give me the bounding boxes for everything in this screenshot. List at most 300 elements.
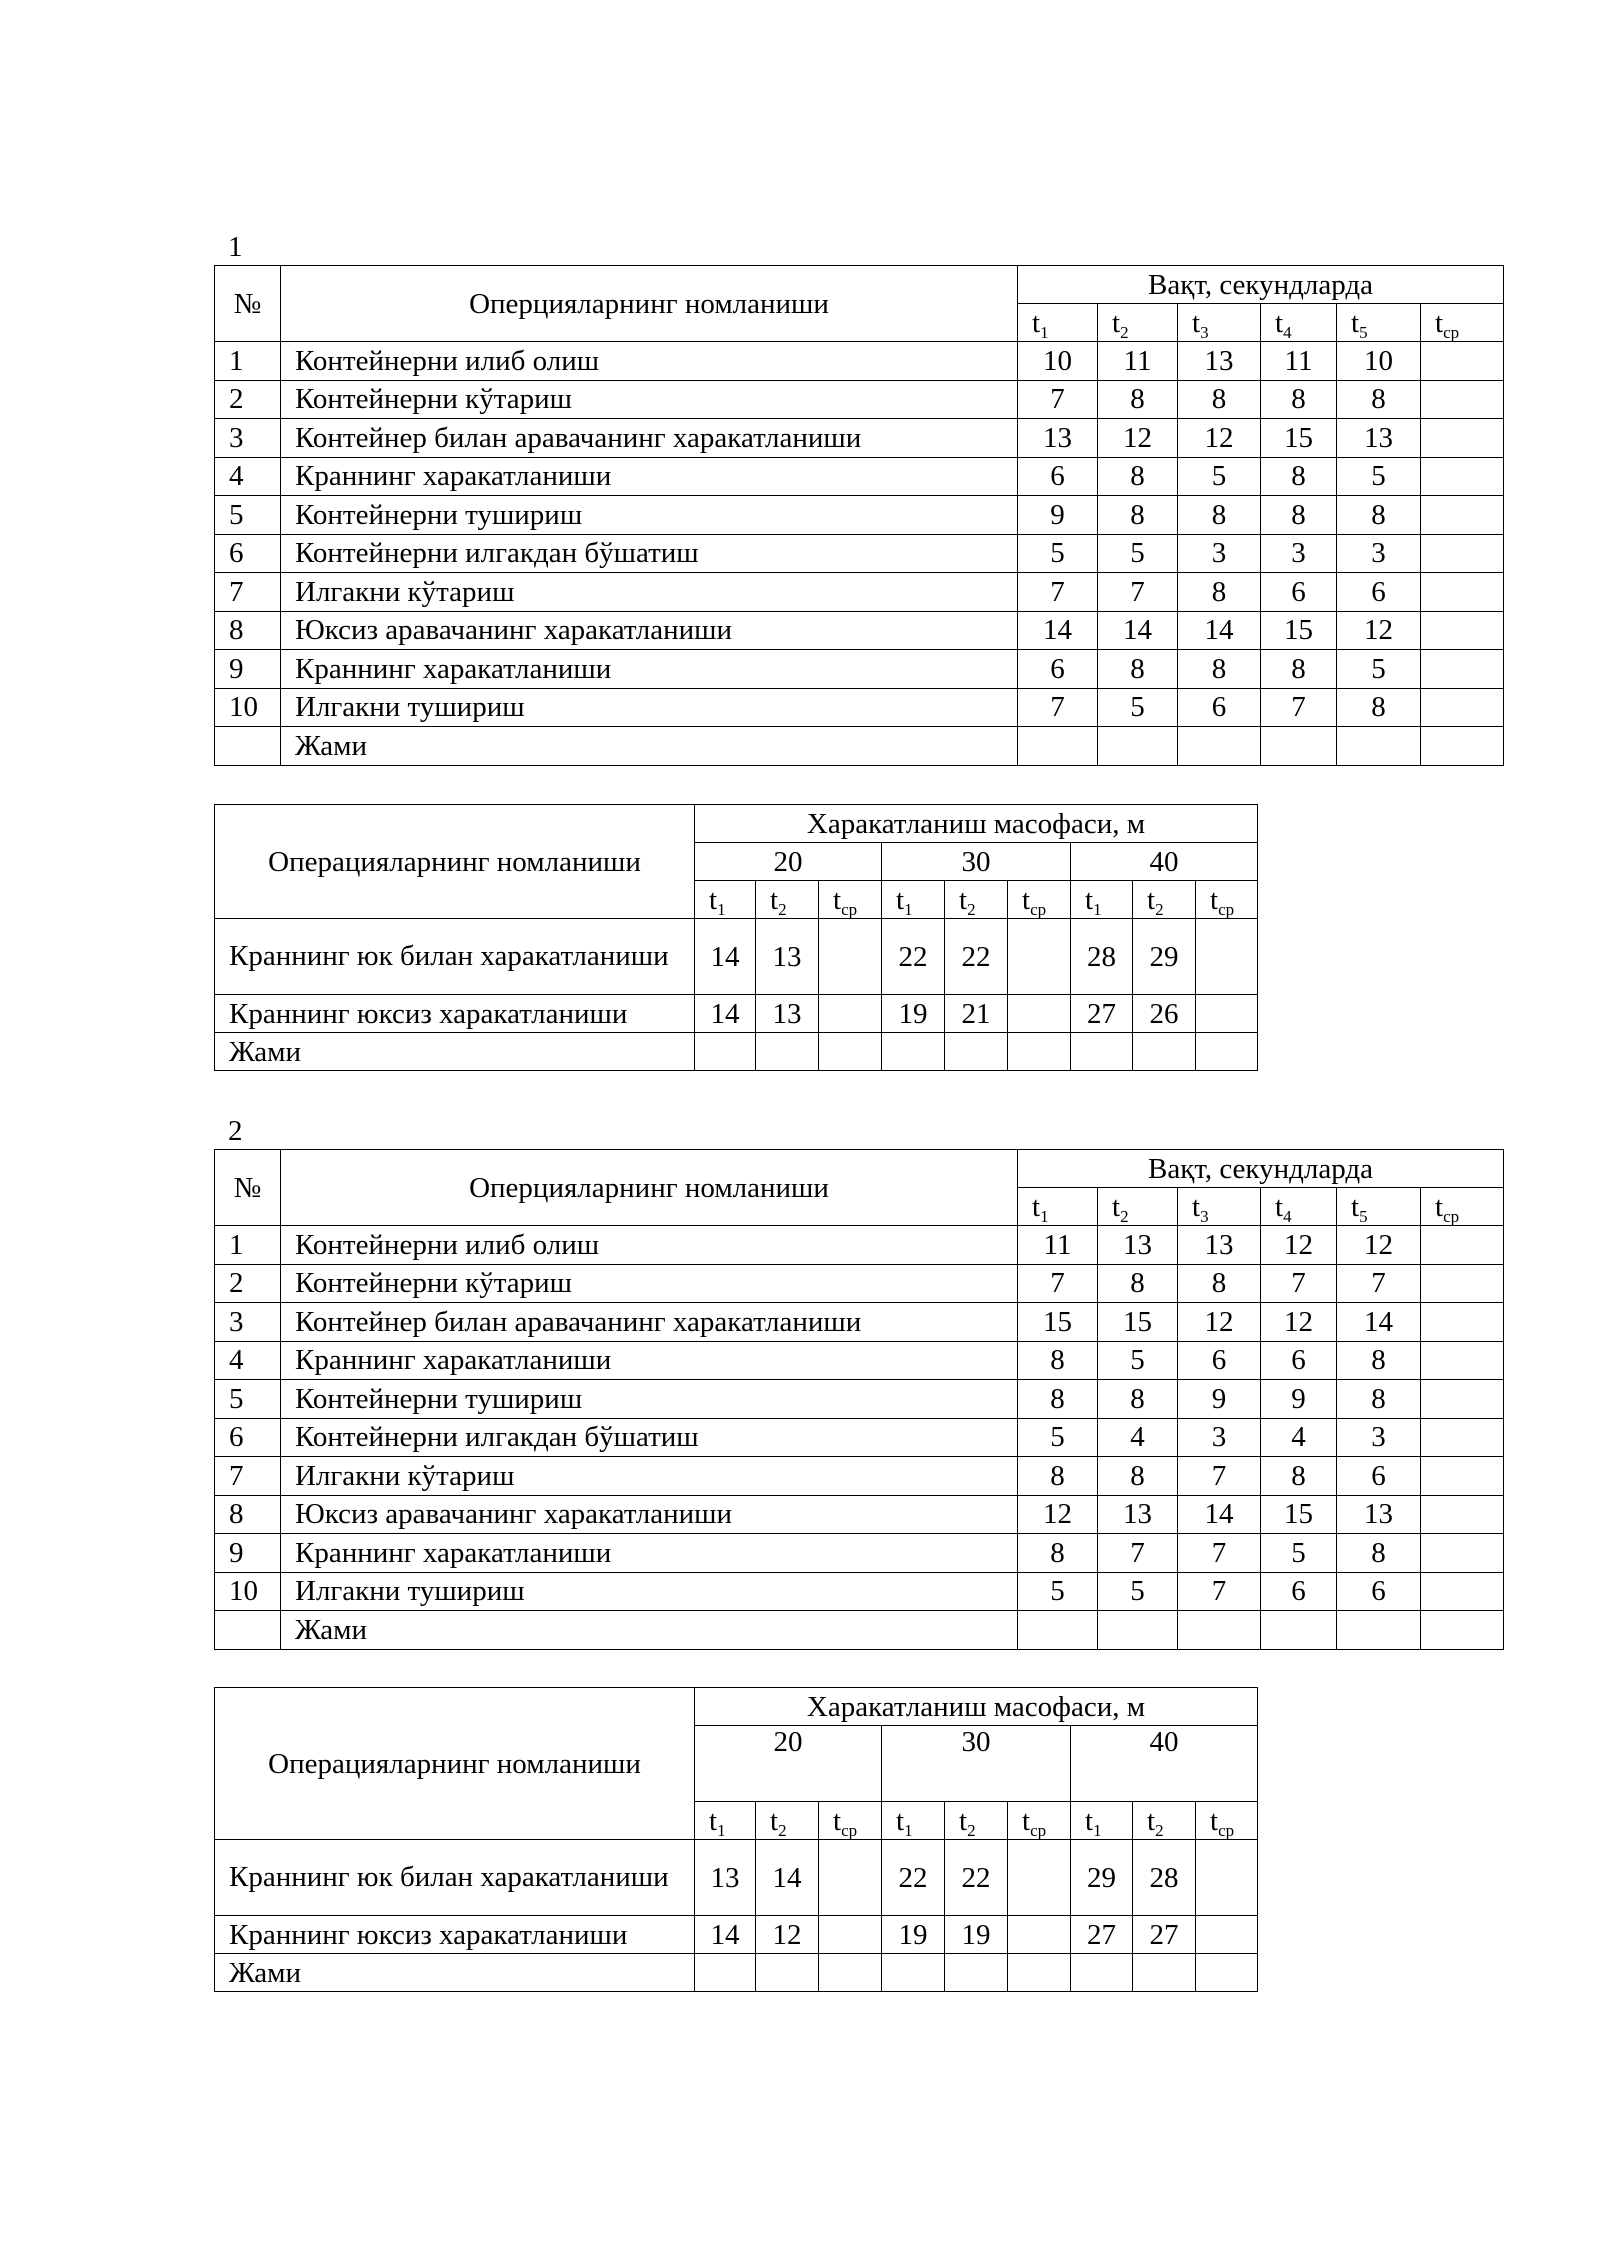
cell-t5: 3 bbox=[1337, 1418, 1421, 1457]
col-header-operation-name: Операцияларнинг номланиши bbox=[215, 805, 695, 919]
cell-value: 21 bbox=[945, 995, 1008, 1033]
col-header-operation-name: Операцияларнинг номланиши bbox=[215, 1688, 695, 1840]
cell-empty bbox=[215, 1611, 281, 1650]
cell-empty bbox=[756, 1033, 819, 1071]
cell-empty bbox=[1261, 1611, 1337, 1650]
cell-t4: 4 bbox=[1261, 1418, 1337, 1457]
col-header-t1: $t_1$ bbox=[882, 1802, 945, 1840]
cell-value: 14 bbox=[695, 1916, 756, 1954]
cell-tcp bbox=[1421, 1495, 1504, 1534]
cell-t3: 13 bbox=[1178, 342, 1261, 381]
table-row bbox=[215, 1495, 1504, 1534]
cell-t1: 8 bbox=[1018, 1534, 1098, 1573]
cell-value: 28 bbox=[1133, 1840, 1196, 1916]
cell-t1: 8 bbox=[1018, 1457, 1098, 1496]
table-row bbox=[215, 1303, 1504, 1342]
cell-tcp bbox=[1421, 419, 1504, 458]
cell-value: 22 bbox=[882, 919, 945, 995]
cell-t1: 6 bbox=[1018, 457, 1098, 496]
cell-value: 27 bbox=[1071, 1916, 1133, 1954]
cell-empty bbox=[1337, 1611, 1421, 1650]
row-operation-name: Контейнер билан аравачанинг харакатланиши bbox=[281, 1303, 1018, 1342]
cell-value: 27 bbox=[1071, 995, 1133, 1033]
cell-value bbox=[1008, 995, 1071, 1033]
cell-t5: 6 bbox=[1337, 1457, 1421, 1496]
row-operation-name: Контейнерни илгакдан бўшатиш bbox=[281, 1418, 1018, 1457]
cell-tcp bbox=[1421, 573, 1504, 612]
cell-t4: 15 bbox=[1261, 419, 1337, 458]
cell-value: 26 bbox=[1133, 995, 1196, 1033]
table-row bbox=[215, 919, 1258, 995]
cell-t2: 8 bbox=[1098, 1380, 1178, 1419]
cell-t2: 8 bbox=[1098, 1457, 1178, 1496]
row-operation-name: Илгакни кўтариш bbox=[281, 1457, 1018, 1496]
cell-empty bbox=[1071, 1033, 1133, 1071]
cell-empty bbox=[1098, 1611, 1178, 1650]
row-no: 5 bbox=[215, 496, 281, 535]
cell-t1: 8 bbox=[1018, 1380, 1098, 1419]
row-no: 3 bbox=[215, 1303, 281, 1342]
operations-time-table bbox=[214, 265, 1504, 766]
table-row bbox=[215, 688, 1504, 727]
cell-empty bbox=[1098, 727, 1178, 766]
cell-t1: 7 bbox=[1018, 573, 1098, 612]
table-row bbox=[215, 342, 1504, 381]
cell-value: 19 bbox=[882, 1916, 945, 1954]
cell-t2: 14 bbox=[1098, 611, 1178, 650]
row-no: 10 bbox=[215, 1572, 281, 1611]
cell-t3: 14 bbox=[1178, 611, 1261, 650]
cell-t2: 5 bbox=[1098, 1341, 1178, 1380]
cell-t3: 12 bbox=[1178, 1303, 1261, 1342]
row-no: 2 bbox=[215, 380, 281, 419]
cell-value bbox=[819, 995, 882, 1033]
row-no: 2 bbox=[215, 1264, 281, 1303]
col-header-time: Вақт, секундларда bbox=[1018, 1150, 1504, 1188]
col-header-t2: $t_2$ bbox=[1133, 881, 1196, 919]
row-no: 9 bbox=[215, 1534, 281, 1573]
col-header-t1: $t_1$ bbox=[1071, 881, 1133, 919]
cell-tcp bbox=[1421, 1341, 1504, 1380]
cell-value: 22 bbox=[945, 1840, 1008, 1916]
cell-t4: 9 bbox=[1261, 1380, 1337, 1419]
cell-t2: 8 bbox=[1098, 1264, 1178, 1303]
cell-t2: 5 bbox=[1098, 688, 1178, 727]
col-header-t1: $t_1$ bbox=[1071, 1802, 1133, 1840]
col-header-distance: Харакатланиш масофаси, м bbox=[695, 805, 1258, 843]
cell-t5: 8 bbox=[1337, 688, 1421, 727]
row-no: 5 bbox=[215, 1380, 281, 1419]
col-header-distance-20: 20 bbox=[695, 843, 882, 881]
col-header-t2: $t_2$ bbox=[945, 1802, 1008, 1840]
cell-value bbox=[1008, 919, 1071, 995]
cell-t4: 12 bbox=[1261, 1226, 1337, 1265]
cell-value bbox=[819, 919, 882, 995]
cell-tcp bbox=[1421, 1534, 1504, 1573]
cell-tcp bbox=[1421, 1457, 1504, 1496]
col-header-t3: $t_3$ bbox=[1178, 1188, 1261, 1226]
col-header-tcp: $t_{ср}$ bbox=[1421, 1188, 1504, 1226]
cell-tcp bbox=[1421, 1264, 1504, 1303]
cell-value: 13 bbox=[756, 995, 819, 1033]
col-header-t2: $t_2$ bbox=[945, 881, 1008, 919]
operations-time-table bbox=[214, 1149, 1504, 1650]
cell-t1: 15 bbox=[1018, 1303, 1098, 1342]
cell-tcp bbox=[1421, 1380, 1504, 1419]
total-row bbox=[215, 1611, 1504, 1650]
col-header-t1: $t_1$ bbox=[882, 881, 945, 919]
row-no: 7 bbox=[215, 573, 281, 612]
col-header-tcp: $t_{ср}$ bbox=[1421, 304, 1504, 342]
cell-value: 19 bbox=[945, 1916, 1008, 1954]
col-header-t5: $t_5$ bbox=[1337, 1188, 1421, 1226]
row-operation-name: Юксиз аравачанинг харакатланиши bbox=[281, 611, 1018, 650]
total-label: Жами bbox=[281, 727, 1018, 766]
cell-t2: 5 bbox=[1098, 1572, 1178, 1611]
cell-empty bbox=[1008, 1954, 1071, 1992]
col-header-no: № bbox=[215, 266, 281, 342]
col-header-no: № bbox=[215, 1150, 281, 1226]
table-row bbox=[215, 457, 1504, 496]
row-operation-name: Краннинг харакатланиши bbox=[281, 457, 1018, 496]
cell-t1: 6 bbox=[1018, 650, 1098, 689]
col-header-tcp: $t_{ср}$ bbox=[1196, 1802, 1258, 1840]
cell-empty bbox=[1178, 727, 1261, 766]
total-row bbox=[215, 727, 1504, 766]
cell-t5: 14 bbox=[1337, 1303, 1421, 1342]
col-header-t1: $t_1$ bbox=[695, 881, 756, 919]
cell-value: 13 bbox=[695, 1840, 756, 1916]
table-row bbox=[215, 380, 1504, 419]
cell-empty bbox=[695, 1033, 756, 1071]
cell-t3: 8 bbox=[1178, 650, 1261, 689]
table-row bbox=[215, 534, 1504, 573]
total-label: Жами bbox=[281, 1611, 1018, 1650]
cell-t1: 10 bbox=[1018, 342, 1098, 381]
cell-empty bbox=[1261, 727, 1337, 766]
col-header-operation-name: Оперцияларнинг номланиши bbox=[281, 1150, 1018, 1226]
cell-tcp bbox=[1421, 1303, 1504, 1342]
col-header-time: Вақт, секундларда bbox=[1018, 266, 1504, 304]
table-row bbox=[215, 1916, 1258, 1954]
cell-value: 29 bbox=[1133, 919, 1196, 995]
cell-t1: 5 bbox=[1018, 1572, 1098, 1611]
cell-empty bbox=[882, 1033, 945, 1071]
row-no: 10 bbox=[215, 688, 281, 727]
cell-t2: 4 bbox=[1098, 1418, 1178, 1457]
col-header-distance-40: 40 bbox=[1071, 1726, 1258, 1802]
cell-value bbox=[1008, 1840, 1071, 1916]
cell-value: 19 bbox=[882, 995, 945, 1033]
row-operation-name: Контейнерни кўтариш bbox=[281, 1264, 1018, 1303]
cell-empty bbox=[1421, 1611, 1504, 1650]
col-header-tcp: $t_{ср}$ bbox=[1008, 881, 1071, 919]
cell-t1: 13 bbox=[1018, 419, 1098, 458]
section-number: 2 bbox=[228, 1115, 243, 1147]
cell-value bbox=[1008, 1916, 1071, 1954]
cell-empty bbox=[945, 1033, 1008, 1071]
cell-t4: 8 bbox=[1261, 457, 1337, 496]
cell-t2: 11 bbox=[1098, 342, 1178, 381]
cell-value: 29 bbox=[1071, 1840, 1133, 1916]
cell-t2: 8 bbox=[1098, 457, 1178, 496]
cell-value bbox=[1196, 1840, 1258, 1916]
cell-empty bbox=[1071, 1954, 1133, 1992]
row-no: 4 bbox=[215, 1341, 281, 1380]
table-row bbox=[215, 1264, 1504, 1303]
col-header-t5: $t_5$ bbox=[1337, 304, 1421, 342]
cell-t2: 15 bbox=[1098, 1303, 1178, 1342]
cell-t3: 5 bbox=[1178, 457, 1261, 496]
row-no: 6 bbox=[215, 1418, 281, 1457]
col-header-distance: Харакатланиш масофаси, м bbox=[695, 1688, 1258, 1726]
cell-tcp bbox=[1421, 342, 1504, 381]
cell-empty bbox=[1337, 727, 1421, 766]
col-header-t2: $t_2$ bbox=[1098, 304, 1178, 342]
cell-t5: 8 bbox=[1337, 496, 1421, 535]
cell-empty bbox=[215, 727, 281, 766]
row-operation-name: Контейнерни тушириш bbox=[281, 496, 1018, 535]
row-operation-name: Илгакни тушириш bbox=[281, 1572, 1018, 1611]
cell-t4: 8 bbox=[1261, 1457, 1337, 1496]
cell-empty bbox=[1018, 1611, 1098, 1650]
col-header-distance-30: 30 bbox=[882, 1726, 1071, 1802]
cell-t4: 7 bbox=[1261, 1264, 1337, 1303]
col-header-distance-40: 40 bbox=[1071, 843, 1258, 881]
cell-t4: 6 bbox=[1261, 573, 1337, 612]
cell-empty bbox=[1008, 1033, 1071, 1071]
cell-t4: 5 bbox=[1261, 1534, 1337, 1573]
cell-tcp bbox=[1421, 457, 1504, 496]
col-header-tcp: $t_{ср}$ bbox=[1196, 881, 1258, 919]
cell-tcp bbox=[1421, 496, 1504, 535]
cell-empty bbox=[695, 1954, 756, 1992]
distance-time-table bbox=[214, 804, 1258, 1071]
cell-tcp bbox=[1421, 534, 1504, 573]
row-no: 3 bbox=[215, 419, 281, 458]
cell-t3: 8 bbox=[1178, 380, 1261, 419]
cell-t5: 13 bbox=[1337, 419, 1421, 458]
row-no: 1 bbox=[215, 342, 281, 381]
cell-value bbox=[819, 1840, 882, 1916]
row-no: 6 bbox=[215, 534, 281, 573]
row-operation-name: Илгакни тушириш bbox=[281, 688, 1018, 727]
row-no: 7 bbox=[215, 1457, 281, 1496]
cell-t5: 8 bbox=[1337, 1380, 1421, 1419]
total-label: Жами bbox=[215, 1954, 695, 1992]
cell-t4: 8 bbox=[1261, 650, 1337, 689]
col-header-t2: $t_2$ bbox=[1133, 1802, 1196, 1840]
cell-t2: 8 bbox=[1098, 380, 1178, 419]
col-header-tcp: $t_{ср}$ bbox=[819, 881, 882, 919]
cell-empty bbox=[882, 1954, 945, 1992]
col-header-t4: $t_4$ bbox=[1261, 304, 1337, 342]
cell-tcp bbox=[1421, 1226, 1504, 1265]
table-row bbox=[215, 611, 1504, 650]
table-row bbox=[215, 1457, 1504, 1496]
col-header-tcp: $t_{ср}$ bbox=[1008, 1802, 1071, 1840]
row-operation-name: Контейнерни илгакдан бўшатиш bbox=[281, 534, 1018, 573]
cell-t5: 6 bbox=[1337, 573, 1421, 612]
total-label: Жами bbox=[215, 1033, 695, 1071]
cell-empty bbox=[819, 1954, 882, 1992]
col-header-t3: $t_3$ bbox=[1178, 304, 1261, 342]
col-header-operation-name: Оперцияларнинг номланиши bbox=[281, 266, 1018, 342]
cell-t5: 7 bbox=[1337, 1264, 1421, 1303]
cell-t3: 13 bbox=[1178, 1226, 1261, 1265]
table-row bbox=[215, 1534, 1504, 1573]
row-operation-name: Краннинг юк билан харакатланиши bbox=[215, 919, 695, 995]
cell-t3: 7 bbox=[1178, 1457, 1261, 1496]
table-row bbox=[215, 650, 1504, 689]
cell-t3: 8 bbox=[1178, 1264, 1261, 1303]
cell-t5: 5 bbox=[1337, 457, 1421, 496]
cell-t4: 11 bbox=[1261, 342, 1337, 381]
cell-value: 14 bbox=[695, 919, 756, 995]
table-row bbox=[215, 573, 1504, 612]
cell-t1: 7 bbox=[1018, 380, 1098, 419]
cell-t2: 8 bbox=[1098, 650, 1178, 689]
cell-t1: 5 bbox=[1018, 534, 1098, 573]
col-header-t4: $t_4$ bbox=[1261, 1188, 1337, 1226]
cell-t4: 7 bbox=[1261, 688, 1337, 727]
col-header-tcp: $t_{ср}$ bbox=[819, 1802, 882, 1840]
table-row bbox=[215, 1341, 1504, 1380]
col-header-distance-30: 30 bbox=[882, 843, 1071, 881]
row-no: 8 bbox=[215, 611, 281, 650]
cell-tcp bbox=[1421, 380, 1504, 419]
cell-empty bbox=[945, 1954, 1008, 1992]
row-no: 8 bbox=[215, 1495, 281, 1534]
row-operation-name: Краннинг юксиз харакатланиши bbox=[215, 995, 695, 1033]
cell-t3: 7 bbox=[1178, 1534, 1261, 1573]
row-no: 9 bbox=[215, 650, 281, 689]
cell-value bbox=[1196, 1916, 1258, 1954]
cell-t5: 3 bbox=[1337, 534, 1421, 573]
row-operation-name: Краннинг харакатланиши bbox=[281, 1341, 1018, 1380]
row-operation-name: Краннинг харакатланиши bbox=[281, 650, 1018, 689]
table-row bbox=[215, 1380, 1504, 1419]
cell-value: 13 bbox=[756, 919, 819, 995]
row-operation-name: Юксиз аравачанинг харакатланиши bbox=[281, 1495, 1018, 1534]
row-operation-name: Контейнерни кўтариш bbox=[281, 380, 1018, 419]
cell-t2: 7 bbox=[1098, 1534, 1178, 1573]
cell-t5: 8 bbox=[1337, 1534, 1421, 1573]
col-header-t2: $t_2$ bbox=[1098, 1188, 1178, 1226]
cell-t2: 5 bbox=[1098, 534, 1178, 573]
cell-tcp bbox=[1421, 1418, 1504, 1457]
cell-t3: 6 bbox=[1178, 1341, 1261, 1380]
cell-empty bbox=[756, 1954, 819, 1992]
cell-t4: 15 bbox=[1261, 611, 1337, 650]
total-row bbox=[215, 1954, 1258, 1992]
cell-t4: 6 bbox=[1261, 1341, 1337, 1380]
cell-t2: 13 bbox=[1098, 1226, 1178, 1265]
section-number: 1 bbox=[228, 231, 243, 263]
cell-t3: 3 bbox=[1178, 534, 1261, 573]
cell-t5: 6 bbox=[1337, 1572, 1421, 1611]
cell-t1: 14 bbox=[1018, 611, 1098, 650]
col-header-t2: $t_2$ bbox=[756, 1802, 819, 1840]
table-row bbox=[215, 1572, 1504, 1611]
distance-time-table bbox=[214, 1687, 1258, 1992]
cell-t1: 7 bbox=[1018, 1264, 1098, 1303]
cell-t1: 8 bbox=[1018, 1341, 1098, 1380]
cell-value bbox=[819, 1916, 882, 1954]
cell-t4: 3 bbox=[1261, 534, 1337, 573]
cell-value bbox=[1196, 995, 1258, 1033]
cell-t4: 6 bbox=[1261, 1572, 1337, 1611]
cell-t5: 10 bbox=[1337, 342, 1421, 381]
col-header-t1: $t_1$ bbox=[695, 1802, 756, 1840]
cell-value: 22 bbox=[882, 1840, 945, 1916]
row-operation-name: Контейнер билан аравачанинг харакатланиши bbox=[281, 419, 1018, 458]
table-row bbox=[215, 995, 1258, 1033]
row-operation-name: Краннинг харакатланиши bbox=[281, 1534, 1018, 1573]
cell-value: 12 bbox=[756, 1916, 819, 1954]
row-operation-name: Контейнерни тушириш bbox=[281, 1380, 1018, 1419]
row-operation-name: Контейнерни илиб олиш bbox=[281, 1226, 1018, 1265]
total-row bbox=[215, 1033, 1258, 1071]
row-operation-name: Краннинг юк билан харакатланиши bbox=[215, 1840, 695, 1916]
cell-tcp bbox=[1421, 650, 1504, 689]
cell-t5: 13 bbox=[1337, 1495, 1421, 1534]
cell-t3: 14 bbox=[1178, 1495, 1261, 1534]
cell-t3: 9 bbox=[1178, 1380, 1261, 1419]
cell-t3: 12 bbox=[1178, 419, 1261, 458]
cell-value: 28 bbox=[1071, 919, 1133, 995]
col-header-distance-20: 20 bbox=[695, 1726, 882, 1802]
cell-value: 14 bbox=[695, 995, 756, 1033]
cell-value bbox=[1196, 919, 1258, 995]
cell-tcp bbox=[1421, 1572, 1504, 1611]
cell-t3: 8 bbox=[1178, 573, 1261, 612]
cell-t5: 8 bbox=[1337, 1341, 1421, 1380]
cell-empty bbox=[1178, 1611, 1261, 1650]
cell-value: 22 bbox=[945, 919, 1008, 995]
cell-empty bbox=[1196, 1954, 1258, 1992]
cell-empty bbox=[1133, 1954, 1196, 1992]
cell-t4: 8 bbox=[1261, 380, 1337, 419]
cell-empty bbox=[819, 1033, 882, 1071]
cell-t1: 12 bbox=[1018, 1495, 1098, 1534]
cell-t1: 5 bbox=[1018, 1418, 1098, 1457]
table-row bbox=[215, 1418, 1504, 1457]
col-header-t1: $t_1$ bbox=[1018, 1188, 1098, 1226]
cell-value: 14 bbox=[756, 1840, 819, 1916]
cell-t2: 13 bbox=[1098, 1495, 1178, 1534]
col-header-t2: $t_2$ bbox=[756, 881, 819, 919]
cell-t1: 7 bbox=[1018, 688, 1098, 727]
table-row bbox=[215, 1226, 1504, 1265]
cell-t3: 3 bbox=[1178, 1418, 1261, 1457]
table-row bbox=[215, 496, 1504, 535]
cell-tcp bbox=[1421, 611, 1504, 650]
cell-tcp bbox=[1421, 688, 1504, 727]
cell-empty bbox=[1421, 727, 1504, 766]
cell-t5: 12 bbox=[1337, 611, 1421, 650]
col-header-t1: $t_1$ bbox=[1018, 304, 1098, 342]
cell-t2: 8 bbox=[1098, 496, 1178, 535]
cell-t4: 15 bbox=[1261, 1495, 1337, 1534]
cell-t3: 8 bbox=[1178, 496, 1261, 535]
row-no: 1 bbox=[215, 1226, 281, 1265]
cell-t4: 8 bbox=[1261, 496, 1337, 535]
cell-t4: 12 bbox=[1261, 1303, 1337, 1342]
cell-t3: 6 bbox=[1178, 688, 1261, 727]
cell-t3: 7 bbox=[1178, 1572, 1261, 1611]
table-row bbox=[215, 1840, 1258, 1916]
